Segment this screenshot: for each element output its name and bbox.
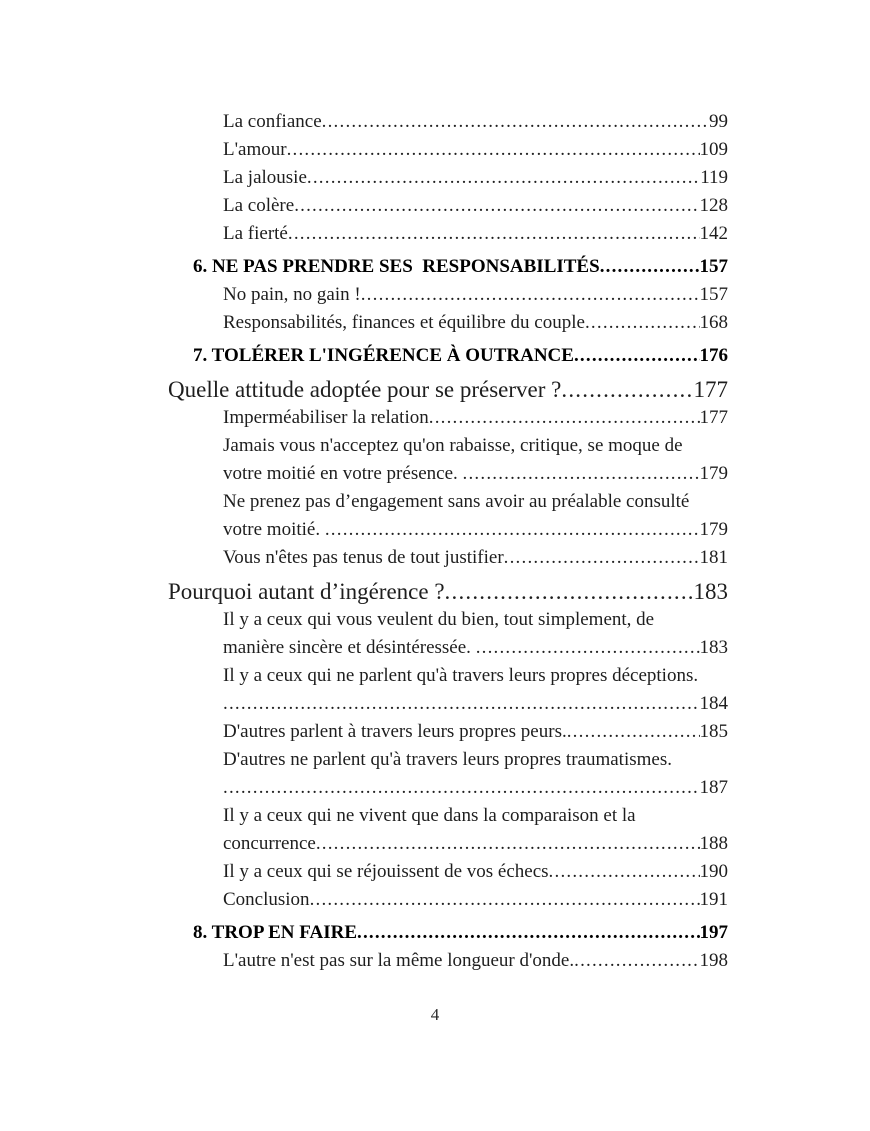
toc-line [223, 460, 728, 488]
toc-page-number: 198 [699, 950, 728, 971]
dot-leader [310, 886, 700, 914]
toc-entry [168, 432, 728, 488]
toc-entry [168, 404, 728, 432]
toc-entry-title: No pain, no gain ! [223, 284, 361, 305]
toc-page-number: 183 [693, 579, 728, 604]
toc-entry [168, 220, 728, 248]
toc-entry-title: Vous n'êtes pas tenus de tout justifier [223, 547, 504, 568]
toc-entry-title: Conclusion [223, 889, 310, 910]
toc-entry-title: D'autres parlent à travers leurs propres peurs. [223, 721, 567, 742]
toc-entry [168, 544, 728, 572]
toc-line [223, 802, 728, 830]
toc-page-number: 157 [699, 256, 728, 277]
dot-leader [288, 220, 700, 248]
toc-line [223, 947, 728, 975]
toc-entry-title: Il y a ceux qui vous veulent du bien, tout simplement, de [223, 609, 655, 630]
toc-entry-title: Il y a ceux qui ne parlent qu'à travers leurs propres déceptions. [223, 665, 699, 686]
toc-line [223, 516, 728, 544]
toc-line [168, 578, 728, 606]
dot-leader [316, 830, 700, 858]
toc-entry [168, 136, 728, 164]
dot-leader [445, 578, 694, 606]
toc-line [168, 376, 728, 404]
toc-line [223, 746, 728, 774]
dot-leader [600, 253, 700, 281]
toc-entry-title: 6. NE PAS PRENDRE SES RESPONSABILITÉS [193, 256, 600, 277]
toc-page-number: 157 [699, 284, 728, 305]
toc-entry-title: Imperméabiliser la relation [223, 407, 429, 428]
toc-line [223, 774, 728, 802]
toc-chapter-entry [168, 253, 728, 281]
toc-line [223, 718, 728, 746]
toc-line [193, 342, 728, 370]
toc-entry-title-continued: concurrence [223, 833, 316, 854]
toc-entry [168, 947, 728, 975]
dot-leader [574, 342, 700, 370]
toc-page-number: 109 [699, 139, 728, 160]
toc-line [223, 108, 728, 136]
toc-page-number: 183 [699, 637, 728, 658]
toc-line [223, 886, 728, 914]
toc-page-number: 187 [699, 777, 728, 798]
toc-entry-title: La colère [223, 195, 295, 216]
dot-leader [325, 516, 700, 544]
toc-entry-title-continued: manière sincère et désintéressée. [223, 637, 476, 658]
toc-line [223, 662, 728, 690]
toc-line [223, 488, 728, 516]
toc-page-number: 197 [699, 922, 728, 943]
toc-entry [168, 192, 728, 220]
dot-leader [463, 460, 700, 488]
toc-line [223, 136, 728, 164]
toc-entry [168, 746, 728, 802]
toc-entry [168, 858, 728, 886]
toc-section-entry [168, 578, 728, 606]
toc-entry-title: Il y a ceux qui se réjouissent de vos échecs [223, 861, 549, 882]
toc-entry-title: La fierté [223, 223, 288, 244]
toc-entry-title: Il y a ceux qui ne vivent que dans la comparaison et la [223, 805, 636, 826]
toc-line [223, 192, 728, 220]
toc-page-number: 168 [699, 312, 728, 333]
toc-entry [168, 281, 728, 309]
toc-line [223, 690, 728, 718]
toc-line [223, 432, 728, 460]
dot-leader [294, 192, 699, 220]
toc-entry-title: 7. TOLÉRER L'INGÉRENCE À OUTRANCE [193, 345, 574, 366]
dot-leader [476, 634, 700, 662]
dot-leader [361, 281, 700, 309]
dot-leader [429, 404, 700, 432]
toc-page-number: 119 [700, 167, 728, 188]
footer-page-number: 4 [430, 1005, 440, 1024]
toc-line [223, 606, 728, 634]
dot-leader [223, 774, 700, 802]
toc-page-number: 176 [699, 345, 728, 366]
toc-page-number: 128 [699, 195, 728, 216]
dot-leader [287, 136, 700, 164]
toc-entry-title: Jamais vous n'acceptez qu'on rabaisse, critique, se moque de [223, 435, 683, 456]
toc-page-number: 191 [699, 889, 728, 910]
toc-page-number: 142 [699, 223, 728, 244]
page-footer [0, 1003, 870, 1027]
dot-leader [357, 919, 700, 947]
toc-entry-title: D'autres ne parlent qu'à travers leurs propres traumatismes. [223, 749, 672, 770]
toc-entry [168, 802, 728, 858]
toc-entry [168, 718, 728, 746]
toc-line [223, 309, 728, 337]
toc-entry-title: 8. TROP EN FAIRE [193, 922, 357, 943]
toc-line [223, 281, 728, 309]
toc-entry [168, 309, 728, 337]
dot-leader [223, 690, 700, 718]
toc-chapter-entry [168, 919, 728, 947]
dot-leader [322, 108, 709, 136]
toc-page-number: 179 [699, 519, 728, 540]
toc-entry [168, 886, 728, 914]
toc-section-entry [168, 376, 728, 404]
toc-entry-title: L'autre n'est pas sur la même longueur d'onde. [223, 950, 575, 971]
toc-entry [168, 662, 728, 718]
toc-line [223, 830, 728, 858]
dot-leader [549, 858, 700, 886]
toc-page-number: 99 [709, 111, 728, 132]
toc-entry-title: L'amour [223, 139, 287, 160]
toc-entry-title: Responsabilités, finances et équilibre du couple [223, 312, 585, 333]
toc-entry [168, 488, 728, 544]
toc-line [193, 253, 728, 281]
toc-line [223, 220, 728, 248]
toc-line [223, 164, 728, 192]
toc-line [223, 404, 728, 432]
toc-chapter-entry [168, 342, 728, 370]
table-of-contents [168, 108, 728, 975]
toc-entry-title: La jalousie [223, 167, 307, 188]
dot-leader [561, 376, 693, 404]
toc-page-number: 177 [699, 407, 728, 428]
toc-entry [168, 164, 728, 192]
toc-entry-title: Pourquoi autant d’ingérence ? [168, 579, 445, 604]
dot-leader [567, 718, 700, 746]
toc-line [223, 858, 728, 886]
toc-page-number: 185 [699, 721, 728, 742]
toc-page-number: 188 [699, 833, 728, 854]
toc-entry-title: Quelle attitude adoptée pour se préserver ? [168, 377, 562, 402]
toc-entry-title-continued: votre moitié en votre présence. [223, 463, 463, 484]
toc-entry [168, 606, 728, 662]
toc-page-number: 179 [699, 463, 728, 484]
toc-entry-title: Ne prenez pas d’engagement sans avoir au préalable consulté [223, 491, 690, 512]
toc-page-number: 184 [699, 693, 728, 714]
dot-leader [504, 544, 700, 572]
toc-line [223, 544, 728, 572]
toc-page-number: 190 [699, 861, 728, 882]
toc-entry-title-continued: votre moitié. [223, 519, 325, 540]
dot-leader [585, 309, 700, 337]
toc-entry [168, 108, 728, 136]
dot-leader [574, 947, 699, 975]
toc-page-number: 177 [693, 377, 728, 402]
toc-page-number: 181 [699, 547, 728, 568]
dot-leader [307, 164, 700, 192]
toc-line [193, 919, 728, 947]
toc-entry-title: La confiance [223, 111, 322, 132]
toc-line [223, 634, 728, 662]
